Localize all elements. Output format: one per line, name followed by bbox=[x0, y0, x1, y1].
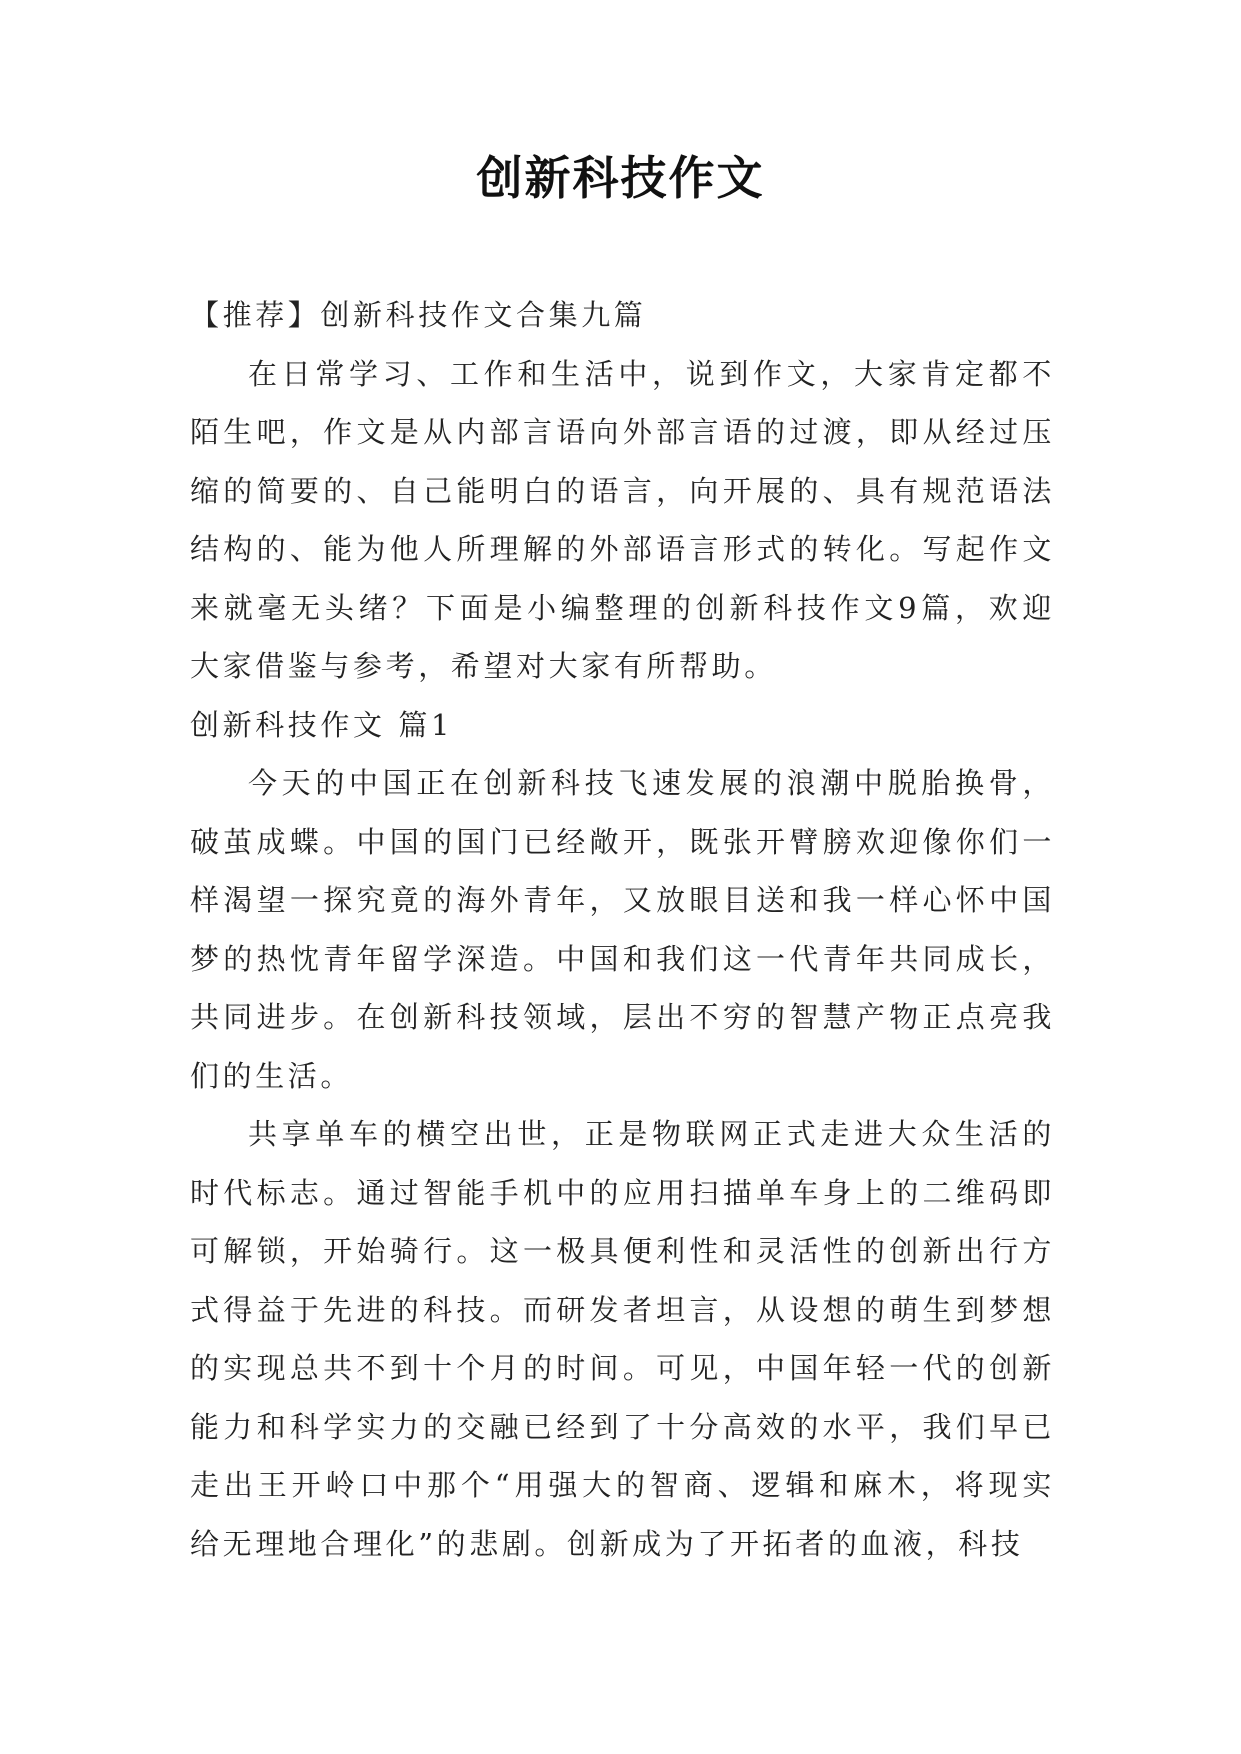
section-heading: 创新科技作文 篇1 bbox=[190, 707, 454, 742]
intro-paragraph: 在日常学习、工作和生活中，说到作文，大家肯定都不陌生吧，作文是从内部言语向外部言语的过渡，即从经过压缩的简要的、自己能明白的语言，向开展的、具有规范语法结构的、能为他人所理解的外部语言形式的转化。写起作文来就毫无头绪？下面是小编整理的创新科技作文9篇，欢迎大家借鉴与参考，希望对大家有所帮助。 bbox=[190, 356, 1055, 683]
document-title: 创新科技作文 bbox=[476, 151, 765, 205]
collection-heading: 【推荐】创新科技作文合集九篇 bbox=[190, 298, 647, 332]
document-body bbox=[190, 286, 1055, 1573]
body-paragraph: 今天的中国正在创新科技飞速发展的浪潮中脱胎换骨，破茧成蝶。中国的国门已经敞开，既张开臂膀欢迎像你们一样渴望一探究竟的海外青年，又放眼目送和我一样心怀中国梦的热忱青年留学深造。中国和我们这一代青年共同成长，共同进步。在创新科技领域，层出不穷的智慧产物正点亮我们的生活。 bbox=[190, 766, 1055, 1093]
body-paragraph: 共享单车的横空出世，正是物联网正式走进大众生活的时代标志。通过智能手机中的应用扫描单车身上的二维码即可解锁，开始骑行。这一极具便利性和灵活性的创新出行方式得益于先进的科技。而研发者坦言，从设想的萌生到梦想的实现总共不到十个月的时间。可见，中国年轻一代的创新能力和科学实力的交融已经到了十分高效的水平，我们早已走出王开岭口中那个“用强大的智商、逻辑和麻木，将现实给无理地合理化”的悲剧。创新成为了开拓者的血液，科技 bbox=[190, 1117, 1055, 1561]
